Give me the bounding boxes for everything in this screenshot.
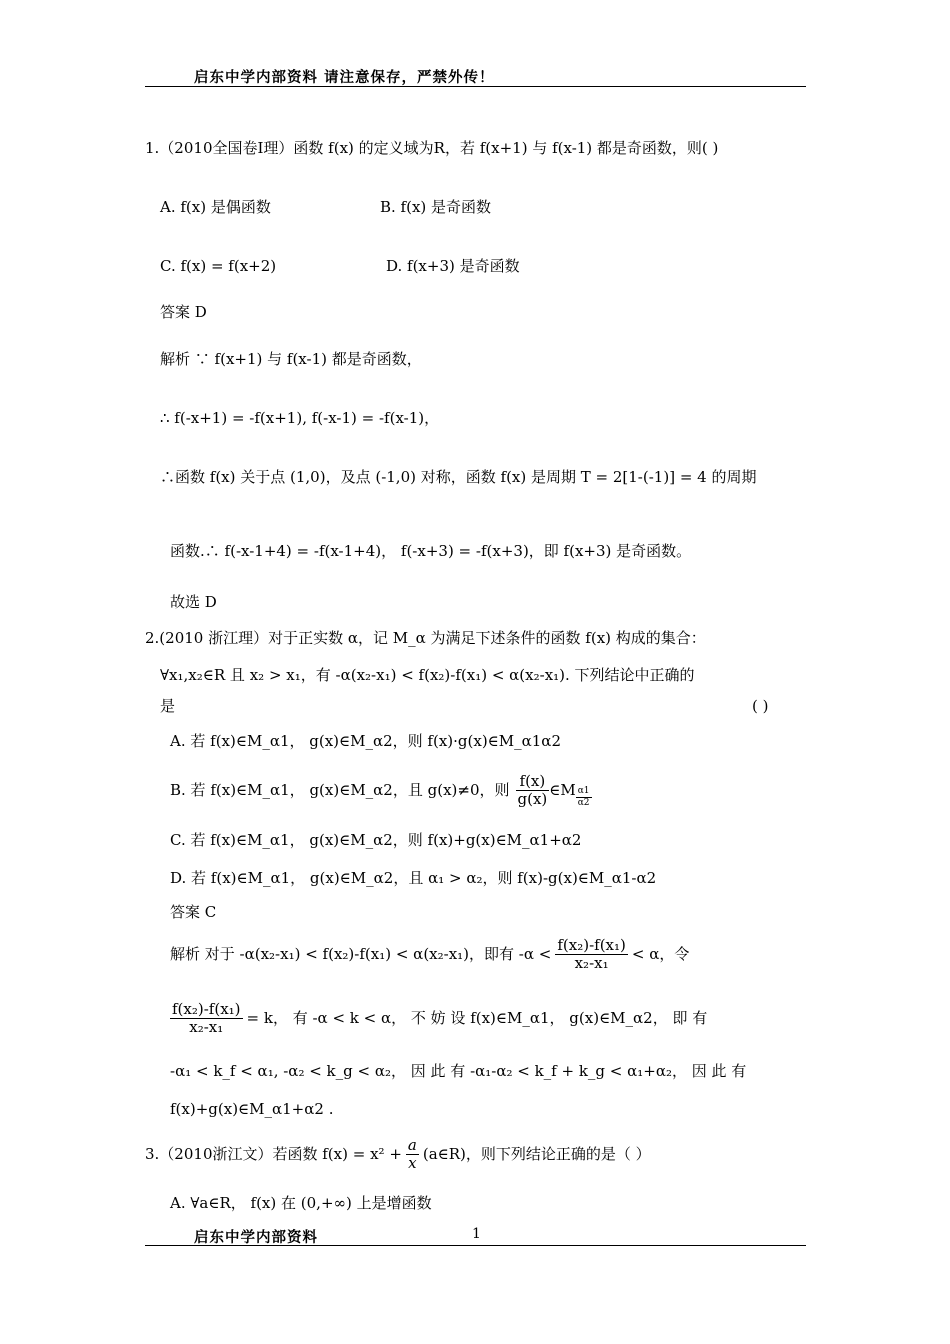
q2-solution-2-fraction bbox=[170, 1001, 243, 1036]
page-footer: 启东中学内部资料 bbox=[194, 1229, 318, 1246]
q1-analysis-2: ∴ f(-x+1) = -f(x+1), f(-x-1) = -f(x-1)， bbox=[160, 409, 440, 427]
q3-option-a: A. ∀a∈R， f(x) 在 (0,+∞) 上是增函数 bbox=[170, 1194, 432, 1212]
q1-option-b: B. f(x) 是奇函数 bbox=[380, 198, 492, 216]
q3-fraction-denominator: x bbox=[408, 1153, 417, 1172]
q2-option-b-sub-den: α2 bbox=[577, 797, 590, 808]
q1-analysis-4: 函数.∴ f(-x-1+4) = -f(x-1+4)， f(-x+3) = -f(x+3)，即 f(x+3) 是奇函数。 bbox=[170, 542, 692, 560]
q2-solution-1-denominator: x₂-x₁ bbox=[574, 953, 609, 972]
q2-solution-3: -α₁ < k_f < α₁, -α₂ < k_g < α₂， 因 此 有 -α₁-α₂ < k_f + k_g < α₁+α₂， 因 此 有 bbox=[170, 1062, 747, 1080]
q1-conclusion: 故选 D bbox=[170, 593, 217, 611]
q2-answer-paren: ( ) bbox=[752, 697, 769, 715]
page-number: 1 bbox=[472, 1226, 481, 1242]
q2-solution-1-fraction bbox=[555, 937, 628, 972]
q2-answer: 答案 C bbox=[170, 903, 217, 921]
q2-option-b-denominator: g(x) bbox=[517, 789, 548, 808]
q2-solution-1 bbox=[170, 930, 689, 978]
footer-rule bbox=[145, 1245, 806, 1246]
q2-solution-2 bbox=[170, 994, 707, 1042]
q2-stem-2: ∀x₁,x₂∈R 且 x₂ > x₁，有 -α(x₂-x₁) < f(x₂)-f(x₁) < α(x₂-x₁). 下列结论中正确的 bbox=[160, 666, 695, 684]
q2-option-b-member: ∈M bbox=[549, 781, 576, 799]
q1-analysis-1: 解析 ∵ f(x+1) 与 f(x-1) 都是奇函数， bbox=[160, 350, 422, 368]
q2-option-b-fraction bbox=[516, 773, 550, 808]
q2-solution-2-text: = k， 有 -α < k < α， 不 妨 设 f(x)∈M_α1， g(x)∈M_α2， 即 有 bbox=[246, 1009, 708, 1027]
q2-solution-1-text: 解析 对于 -α(x₂-x₁) < f(x₂)-f(x₁) < α(x₂-x₁)，即有 -α < bbox=[170, 945, 552, 963]
q3-fraction bbox=[406, 1137, 419, 1172]
q1-option-c: C. f(x) = f(x+2) bbox=[160, 257, 277, 275]
q2-option-b-text: B. 若 f(x)∈M_α1， g(x)∈M_α2，且 g(x)≠0，则 bbox=[170, 781, 510, 799]
q1-option-d: D. f(x+3) 是奇函数 bbox=[386, 257, 520, 275]
header-rule bbox=[145, 86, 806, 87]
q3-stem-text: 3.（2010浙江文）若函数 f(x) = x² + bbox=[145, 1145, 402, 1163]
q2-option-c: C. 若 f(x)∈M_α1， g(x)∈M_α2，则 f(x)+g(x)∈M_α1+α2 bbox=[170, 831, 582, 849]
q2-option-b bbox=[170, 766, 592, 814]
q2-solution-4: f(x)+g(x)∈M_α1+α2 . bbox=[170, 1100, 334, 1118]
q1-option-a: A. f(x) 是偶函数 bbox=[160, 198, 271, 216]
q2-solution-2-denominator: x₂-x₁ bbox=[189, 1017, 224, 1036]
q1-analysis-3: ∴函数 f(x) 关于点 (1,0)，及点 (-1,0) 对称，函数 f(x) 是周期 T = 2[1-(-1)] = 4 的周期 bbox=[160, 468, 757, 486]
q2-option-a: A. 若 f(x)∈M_α1， g(x)∈M_α2，则 f(x)·g(x)∈M_α1α2 bbox=[170, 732, 561, 750]
q3-stem bbox=[145, 1132, 651, 1176]
page-header: 启东中学内部资料 请注意保存，严禁外传！ bbox=[194, 69, 495, 86]
q2-option-d: D. 若 f(x)∈M_α1， g(x)∈M_α2，且 α₁ > α₂，则 f(x)-g(x)∈M_α1-α2 bbox=[170, 869, 657, 887]
q3-fraction-numerator: a bbox=[407, 1135, 417, 1154]
q1-answer: 答案 D bbox=[160, 303, 207, 321]
q1-stem: 1.（2010全国卷Ⅰ理）函数 f(x) 的定义域为R，若 f(x+1) 与 f(x-1) 都是奇函数，则( ) bbox=[145, 139, 719, 157]
q2-solution-2-numerator: f(x₂)-f(x₁) bbox=[172, 999, 241, 1018]
q2-solution-1-tail: < α，令 bbox=[631, 945, 690, 963]
q2-stem-1: 2.(2010 浙江理）对于正实数 α，记 M_α 为满足下述条件的函数 f(x) 构成的集合： bbox=[145, 629, 706, 647]
q2-option-b-sub-num: α1 bbox=[577, 785, 590, 796]
q2-solution-1-numerator: f(x₂)-f(x₁) bbox=[557, 935, 626, 954]
q2-option-b-subscript bbox=[576, 786, 592, 809]
q3-stem-tail: (a∈R)，则下列结论正确的是（ ） bbox=[422, 1145, 651, 1163]
q2-stem-3: 是 bbox=[160, 697, 176, 715]
q2-option-b-numerator: f(x) bbox=[516, 773, 550, 791]
